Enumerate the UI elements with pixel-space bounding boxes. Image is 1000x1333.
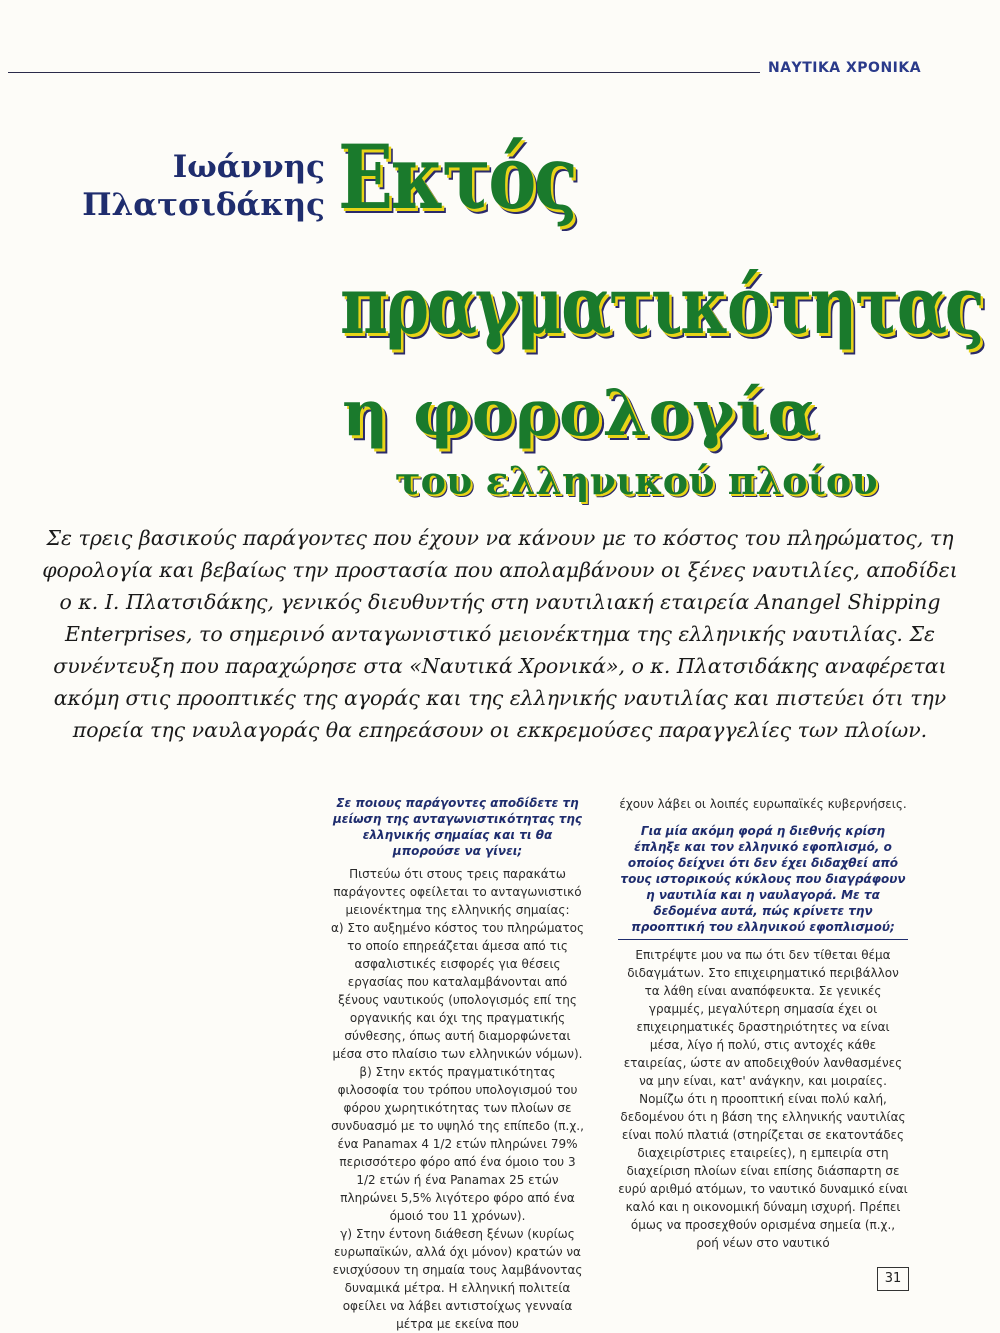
answer-point-b: β) Στην εκτός πραγματικότητας φιλοσοφία του τρόπου υπολογισμού του φόρου χωρητικότητας των πλοίων σε συνδυασμό με το υψηλό της επίπεδο (π.χ., ένα Panamax 4 1/2 ετών πληρώνει 79% περισσότερο φόρο από ένα όμοιο του 3 1/2 ετών ή ένα Panamax 25 ετών πληρώνει 5,5% λιγότερο φόρο από ένα όμοιό του 11 χρόνων). [331, 1065, 584, 1223]
author-first-name: Ιωάννης [172, 149, 325, 185]
header-rule [8, 72, 760, 73]
answer-2: Επιτρέψτε μου να πω ότι δεν τίθεται θέμα διδαγμάτων. Στο επιχειρηματικό περιβάλλον τα λάθη είναι αναπόφευκτα. Σε γενικές γραμμές, μεγαλύτερη σημασία έχει οι επιχειρηματικές δραστηριότητες να είναι μέσα, λίγο ή πολύ, στις αντοχές κάθε εταιρείας, ώστε αν αποδειχθούν λανθασμένες να μην είναι, κατ' ανάγκην, και μοιραίες. Νομίζω ότι η προοπτική είναι πολύ καλή, δεδομένου ότι η βάση της ελληνικής ναυτιλίας είναι πολύ πλατιά (στηρίζεται σε εκατοντάδες διαχειρίστριες εταιρείες), η εμπειρία στη διαχείριση πλοίων είναι επίσης διάσπαρτη σε ευρύ αριθμό ατόμων, το ναυτικό δυναμικό είναι καλό και η οικονομική δύναμη ισχυρή. Πρέπει όμως να προσεχθούν ορισμένα σημεία (π.χ., ροή νέων στο ναυτικό [618, 948, 908, 1250]
answer-intro: Πιστεύω ότι στους τρεις παρακάτω παράγοντες οφείλεται το ανταγωνιστικό μειονέκτημα της ελληνικής σημαίας: [333, 867, 582, 917]
title-line-3: η φορολογία [342, 376, 818, 451]
page-number: 31 [877, 1267, 909, 1291]
author-last-name: Πλατσιδάκης [82, 187, 325, 223]
article-column-2 [618, 795, 908, 1252]
title-line-2: πραγματικότητας [340, 258, 983, 352]
magazine-name: ΝΑΥΤΙΚΑ ΧΡΟΝΙΚΑ [768, 60, 922, 76]
title-line-1: Εκτός [338, 125, 576, 229]
interview-question-2: Για μία ακόμη φορά η διεθνής κρίση έπληξε και τον ελληνικό εφοπλισμό, ο οποίος δείχνει ότι δεν έχει διδαχθεί από τους ιστορικούς κύκλους που διαγράφουν η ναυτιλία και η ναυλαγορά. Με τα δεδομένα αυτά, πώς κρίνετε την προοπτική του ελληνικού εφοπλισμού; [618, 823, 908, 940]
author-name [5, 148, 325, 224]
title-line-4: του ελληνικού πλοίου [395, 458, 878, 503]
answer-point-a: α) Στο αυξημένο κόστος του πληρώματος το οποίο επηρεάζεται άμεσα από τις ασφαλιστικές εισφορές για θέσεις εργασίας που καταλαμβάνονται από ξένους ναυτικούς (υπολογισμός επί της οργανικής και όχι της πραγματικής σύνθεσης, όπως αυτή διαμορφώνεται μέσα στο πλαίσιο των ελληνικών νόμων). [330, 921, 585, 1061]
article-column-1 [330, 795, 585, 1333]
answer-point-c: γ) Στην έντονη διάθεση ξένων (κυρίως ευρωπαϊκών, αλλά όχι μόνον) κρατών να ενισχύσουν τη σημαία τους λαμβάνοντας δυναμικά μέτρα. Η ελληνική πολιτεία οφείλει να λάβει αντιστοίχως γενναία μέτρα με εκείνα που [332, 1227, 583, 1331]
interview-question-1: Σε ποιους παράγοντες αποδίδετε τη μείωση της ανταγωνιστικότητας της ελληνικής σημαίας και τι θα μπορούσε να γίνει; [332, 796, 583, 858]
spacer [618, 813, 908, 823]
answer-continuation: έχουν λάβει οι λοιπές ευρωπαϊκές κυβερνήσεις. [619, 797, 907, 811]
lead-paragraph: Σε τρεις βασικούς παράγοντες που έχουν να κάνουν με το κόστος του πληρώματος, τη φορολογία και βεβαίως την προστασία που απολαμβάνουν οι ξένες ναυτιλίες, αποδίδει ο κ. Ι. Πλατσιδάκης, γενικός διευθυντής στη ναυτιλιακή εταιρεία Anangel Shipping Enterprises, το σημερινό ανταγωνιστικό μειονέκτημα της ελληνικής ναυτιλίας. Σε συνέντευξη που παραχώρησε στα «Ναυτικά Χρονικά», ο κ. Πλατσιδάκης αναφέρεται ακόμη στις προοπτικές της αγοράς και της ελληνικής ναυτιλίας και πιστεύει ότι την πορεία της ναυλαγοράς θα επηρεάσουν οι εκκρεμούσες παραγγελίες των πλοίων. [42, 526, 958, 742]
